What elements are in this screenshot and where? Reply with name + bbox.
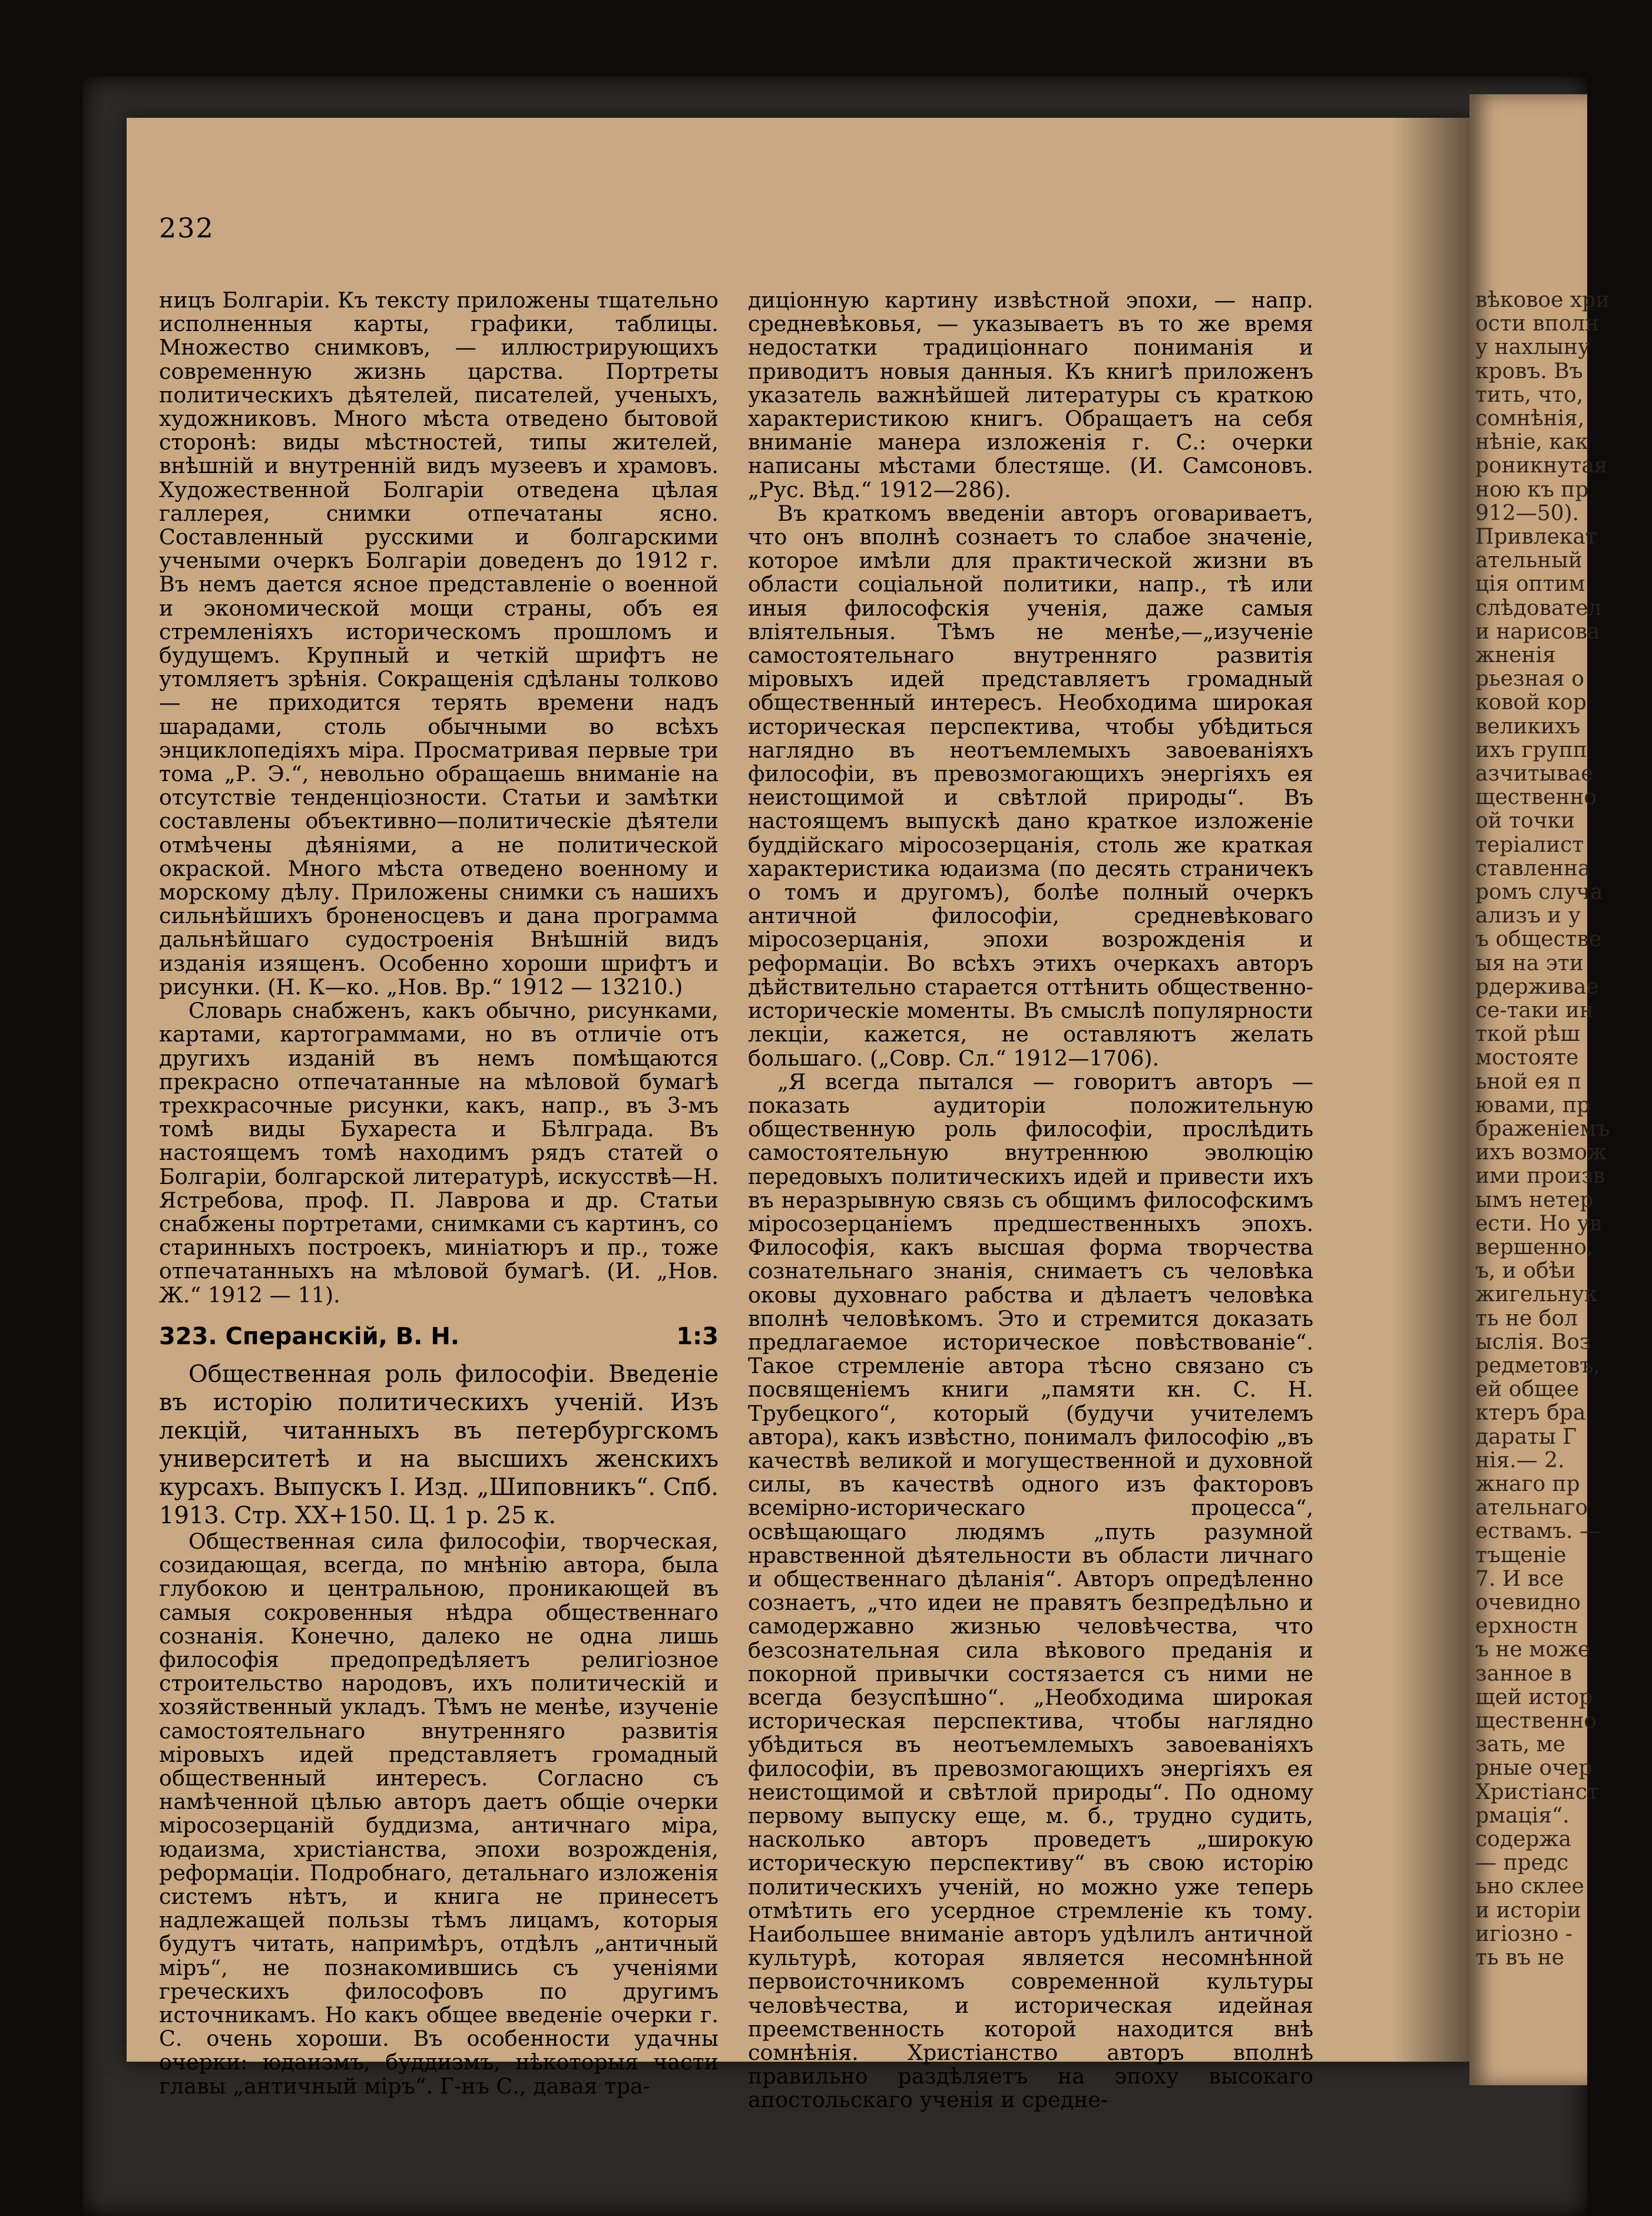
next-page-fragment: ть въ не [1475,1946,1564,1970]
next-page-fragment: ъ не може [1475,1638,1591,1662]
next-page-fragment: ествамъ. — [1475,1519,1601,1544]
right-column [748,289,1313,2112]
next-page-fragment: щей истор [1475,1685,1593,1709]
next-page-fragment: и исторіи [1475,1898,1581,1923]
entry-heading [159,1322,719,1350]
next-page-fragment: — предс [1475,1851,1569,1876]
next-page-fragment: роникнутая [1475,454,1608,478]
next-page-fragment: ыя на эти [1475,951,1584,975]
next-page-fragment: ымъ нетер [1475,1188,1594,1212]
next-page-fragment: ною къ пр [1475,477,1589,502]
left-column [159,289,719,2098]
next-page-fragment: Привлекат [1475,525,1597,549]
next-page-fragment: жнаго пр [1475,1472,1580,1496]
next-page-fragment: ательный [1475,548,1583,573]
next-page-fragment: мостояте [1475,1046,1579,1070]
next-page-fragment: ерхностн [1475,1614,1578,1639]
next-page-fragment: се-таки ин [1475,998,1594,1023]
next-page-fragment: сомнѣнія, [1475,406,1585,431]
next-page-fragment: редметовъ, [1475,1354,1601,1378]
next-page-fragment: жигельнук [1475,1282,1598,1307]
next-page-fragment: ьно склее [1475,1874,1584,1899]
next-page-fragment: жненія [1475,643,1556,667]
next-page-fragment: ости вполн [1475,312,1599,336]
gutter-shadow [1393,118,1475,2062]
next-page-fragment: ъ, и обѣи [1475,1259,1576,1284]
paragraph: диціонную картину извѣстной эпохи, — напр. средневѣковья, — указываетъ въ то же время недостатки традиціоннаго пониманія и приводитъ новыя данныя. Къ книгѣ приложенъ указатель важнѣйшей литературы съ краткою характеристикою книгъ. Обращаетъ на себя вниманіе манера изложенія г. С.: очерки написаны мѣстами блестяще. (И. Самсоновъ. „Рус. Вѣд.“ 1912—286). [748,287,1313,502]
next-page-edge [1469,94,1610,2085]
next-page-fragment: ыслія. Воз [1475,1329,1591,1354]
next-page-fragment: ализъ и у [1475,904,1581,928]
paragraph: „Я всегда пытался — говоритъ авторъ — показать аудиторіи положительную общественную роль философіи, прослѣдить самостоятельную внутреннюю эволюцію передовыхъ политическихъ идей и привести ихъ въ неразрывную связь съ общимъ философскимъ міросозерцаніемъ предшественныхъ эпохъ. Философія, какъ высшая форма творчества сознательнаго знанія, снимаетъ съ человѣка оковы духовнаго рабства и дѣлаетъ человѣка вполнѣ человѣкомъ. Это и стремится доказать предлагаемое историческое повѣствованіе“. Такое стремленіе автора тѣсно связано съ посвященіемъ книги „памяти кн. С. Н. Трубецкого“, который (будучи учителемъ автора), какъ извѣстно, понималъ философію „въ качествѣ великой и могущественной и духовной силы, въ качествѣ одного изъ факторовъ всемірно-историческаго процесса“, освѣщающаго людямъ „путь разумной нравственной дѣятельности въ области личнаго и общественнаго дѣланія“. Авторъ опредѣленно сознаетъ, „что идеи не правятъ безпредѣльно и самодержавно жизнью человѣчества, что безсознательная сила вѣкового преданія и покорной привычки состязается съ ними не всегда безуспѣшно“. „Необходима широкая историческая перспектива, чтобы наглядно убѣдиться въ неотъемлемыхъ завоеваніяхъ философіи, въ превозмогающихъ энергіяхъ ея неистощимой и свѣтлой природы“. По одному первому выпуску еще, м. б., трудно судить, насколько авторъ проведетъ „широкую историческую перспективу“ въ свою исторію политическихъ ученій, но можно уже теперь отмѣтить его усердное стремленіе къ тому. Наибольшее вниманіе авторъ удѣлилъ античной культурѣ, которая является несомнѣнной первоисточникомъ современной культуры человѣчества, и историческая идейная преемственность которой находится внѣ сомнѣнія. Христіанство авторъ вполнѣ правильно раздѣляетъ на эпоху высокаго апостольскаго ученія и средне- [748,1069,1313,2113]
next-page-fragment: ательнаго [1475,1496,1588,1520]
next-page-fragment: 912—50). [1475,501,1580,525]
next-page-fragment: азчитывае [1475,762,1594,786]
paragraph: Словарь снабженъ, какъ обычно, рисунками, картами, картограммами, но въ отличіе отъ другихъ изданій въ немъ помѣщаются прекрасно отпечатанные на мѣловой бумагѣ трехкрасочные рисунки, какъ, напр., въ 3-мъ томѣ виды Бухареста и Бѣлграда. Въ настоящемъ томѣ находимъ рядъ статей о Болгаріи, болгарской литературѣ, искусствѣ—Н. Ястребова, проф. П. Лаврова и др. Статьи снабжены портретами, снимками съ картинъ, со старинныхъ построекъ, миніатюръ и пр., тоже отпечатанныхъ на мѣловой бумагѣ. (И. „Нов. Ж.“ 1912 — 11). [159,998,719,1308]
next-page-fragment: ювами, пр [1475,1093,1590,1117]
next-page-fragment: занное в [1475,1661,1572,1686]
next-page-fragment: 7. И все [1475,1566,1564,1591]
next-page-fragment: кровъ. Въ [1475,359,1583,383]
next-page-fragment: ковой кор [1475,690,1587,715]
next-page-fragment: ткой рѣш [1475,1022,1580,1047]
next-page-fragment: и нарисова [1475,619,1600,644]
next-page-fragment: рные очер [1475,1756,1593,1781]
next-page-fragment: ставленна [1475,856,1591,881]
next-page-fragment: ей общее [1475,1377,1580,1402]
next-page-fragment: тить, что, [1475,382,1584,407]
paragraph: Въ краткомъ введеніи авторъ оговариваетъ, что онъ вполнѣ сознаетъ то слабое значеніе, которое имѣли для практической жизни въ области соціальной политики, напр., тѣ или иныя философскія ученія, даже самыя вліятельныя. Тѣмъ не менѣе,—„изученіе самостоятельнаго внутренняго развитія міровыхъ идей представляетъ громадный общественный интересъ. Необходима широкая историческая перспектива, чтобы убѣдиться наглядно въ неотъемлемыхъ завоеваніяхъ философіи, въ превозмогающихъ энергіяхъ ея неистощимой и свѣтлой природы“. Въ настоящемъ выпускѣ дано краткое изложеніе буддійскаго міросозерцанія, столь же краткая характеристика юдаизма (по десять страничекъ о томъ и другомъ), болѣе полный очеркъ античной философіи, средневѣковаго міросозерцанія, эпохи возрожденія и реформаціи. Во всѣхъ этихъ очеркахъ авторъ дѣйствительно старается оттѣнить общественно-историческіе моменты. Въ смыслѣ популярности лекціи, кажется, не оставляютъ желать большаго. („Совр. Сл.“ 1912—1706). [748,500,1313,1071]
next-page-fragment: слѣдовател [1475,596,1602,620]
next-page-fragment: очевидно [1475,1590,1581,1615]
next-page-fragment: ть не бол [1475,1306,1578,1331]
next-page-fragment: ьной ея п [1475,1069,1582,1094]
next-page-fragment: рьезная о [1475,667,1584,692]
entry-body: Общественная сила философіи, творческая, созидающая, всегда, по мнѣнію автора, была глубокою и центральною, проникающей въ самыя сокровенныя нѣдра общественнаго сознанія. Конечно, далеко не одна лишь философія предопредѣляетъ религіозное строительство народовъ, ихъ политическій и хозяйственный укладъ. Тѣмъ не менѣе, изученіе самостоятельнаго внутренняго развитія міровыхъ идей представляетъ громадный общественный интересъ. Согласно съ намѣченной цѣлью авторъ даетъ общіе очерки міросозерцаній буддизма, античнаго міра, юдаизма, христіанства, эпохи возрожденія, реформаціи. Подробнаго, детальнаго изложенія системъ нѣтъ, и книга не принесетъ надлежащей пользы тѣмъ лицамъ, которыя будутъ читать, напримѣръ, отдѣлъ „античный міръ“, не познакомившись съ ученіями греческихъ философовъ по другимъ источникамъ. Но какъ общее введеніе очерки г. С. очень хороши. Въ особенности удачны очерки: юдаизмъ, буддизмъ, нѣкоторыя части главы „античный міръ“. Г-нъ С., давая тра- [159,1528,719,2099]
next-page-fragment: ъ обществе [1475,927,1602,952]
next-page-fragment: нія.— 2. [1475,1448,1565,1473]
next-page-fragment: вѣковое хри [1475,288,1610,312]
entry-heading-name: 323. Сперанскій, В. Н. [159,1322,459,1350]
next-page-fragment: ими произв [1475,1164,1605,1189]
next-page-fragment: Христіанст [1475,1780,1599,1804]
next-page-fragment: теріалист [1475,832,1584,857]
next-page-fragment: браженіемъ [1475,1117,1610,1141]
next-page-fragment: рмація“. [1475,1803,1570,1828]
next-page-fragment: нѣніе, как [1475,430,1588,455]
next-page-fragment: ктеръ бра [1475,1401,1586,1425]
next-page-fragment: зать, ме [1475,1732,1565,1757]
next-page-fragment: ести. Но ув [1475,1211,1602,1236]
next-page-fragment: рдерживае [1475,974,1599,999]
next-page-fragment: игіозно - [1475,1921,1572,1946]
paragraph: ницъ Болгаріи. Къ тексту приложены тщательно исполненныя карты, графики, таблицы. Множество снимковъ, — иллюстрирующихъ современную жизнь царства. Портреты политическихъ дѣятелей, писателей, ученыхъ, художниковъ. Много мѣста отведено бытовой сторонѣ: виды мѣстностей, типы жителей, внѣшній и внутренній видъ музеевъ и храмовъ. Художественной Болгаріи отведена цѣлая галлерея, снимки отпечатаны ясно. Составленный русскими и болгарскими учеными очеркъ Болгаріи доведенъ до 1912 г. Въ немъ дается ясное представленіе о военной и экономической мощи страны, объ ея стремленіяхъ историческомъ прошломъ и будущемъ. Крупный и четкій шрифтъ не утомляетъ зрѣнія. Сокращенія сдѣланы толково — не приходится терять времени надъ шарадами, столь обычными во всѣхъ энциклопедіяхъ міра. Просматривая первые три тома „Р. Э.“, невольно обращаешь вниманіе на отсутствіе тенденціозности. Статьи и замѣтки составлены объективно—политическіе дѣятели отмѣчены дѣяніями, а не политической окраской. Много мѣста отведено военному и морскому дѣлу. Приложены снимки съ нашихъ сильнѣйшихъ броненосцевъ и дана программа дальнѣйшаго судостроенія Внѣшній видъ изданія изященъ. Особенно хороши шрифтъ и рисунки. (Н. К—ко. „Нов. Вр.“ 1912 — 13210.) [159,287,719,1000]
entry-title: Общественная роль философіи. Введеніе въ исторію политическихъ ученій. Изъ лекцій, читанныхъ въ петербургскомъ университетѣ и на высшихъ женскихъ курсахъ. Выпускъ I. Изд. „Шиповникъ“. Спб. 1913. Стр. XX+150. Ц. 1 р. 25 к. [159,1360,719,1529]
next-page-fragment: дараты Г [1475,1424,1577,1449]
page-number: 232 [159,212,214,244]
next-page-fragment: ихъ групп [1475,737,1587,762]
next-page-fragment: содержа [1475,1827,1571,1851]
next-page-fragment: тъщеніе [1475,1543,1567,1567]
next-page-fragment: ой точки [1475,809,1575,834]
next-page-fragment: щественно [1475,1709,1597,1733]
next-page-fragment: великихъ [1475,714,1581,739]
next-page-fragment: у нахлыну [1475,335,1591,360]
entry-heading-ref: 1:3 [676,1322,719,1350]
next-page-fragment: вершенно, [1475,1235,1594,1259]
next-page-fragment: ихъ возмож [1475,1140,1607,1165]
next-page-fragment: ція оптим [1475,572,1585,597]
next-page-fragment: щественно [1475,785,1597,810]
next-page-fragment: ромъ случа [1475,880,1603,904]
